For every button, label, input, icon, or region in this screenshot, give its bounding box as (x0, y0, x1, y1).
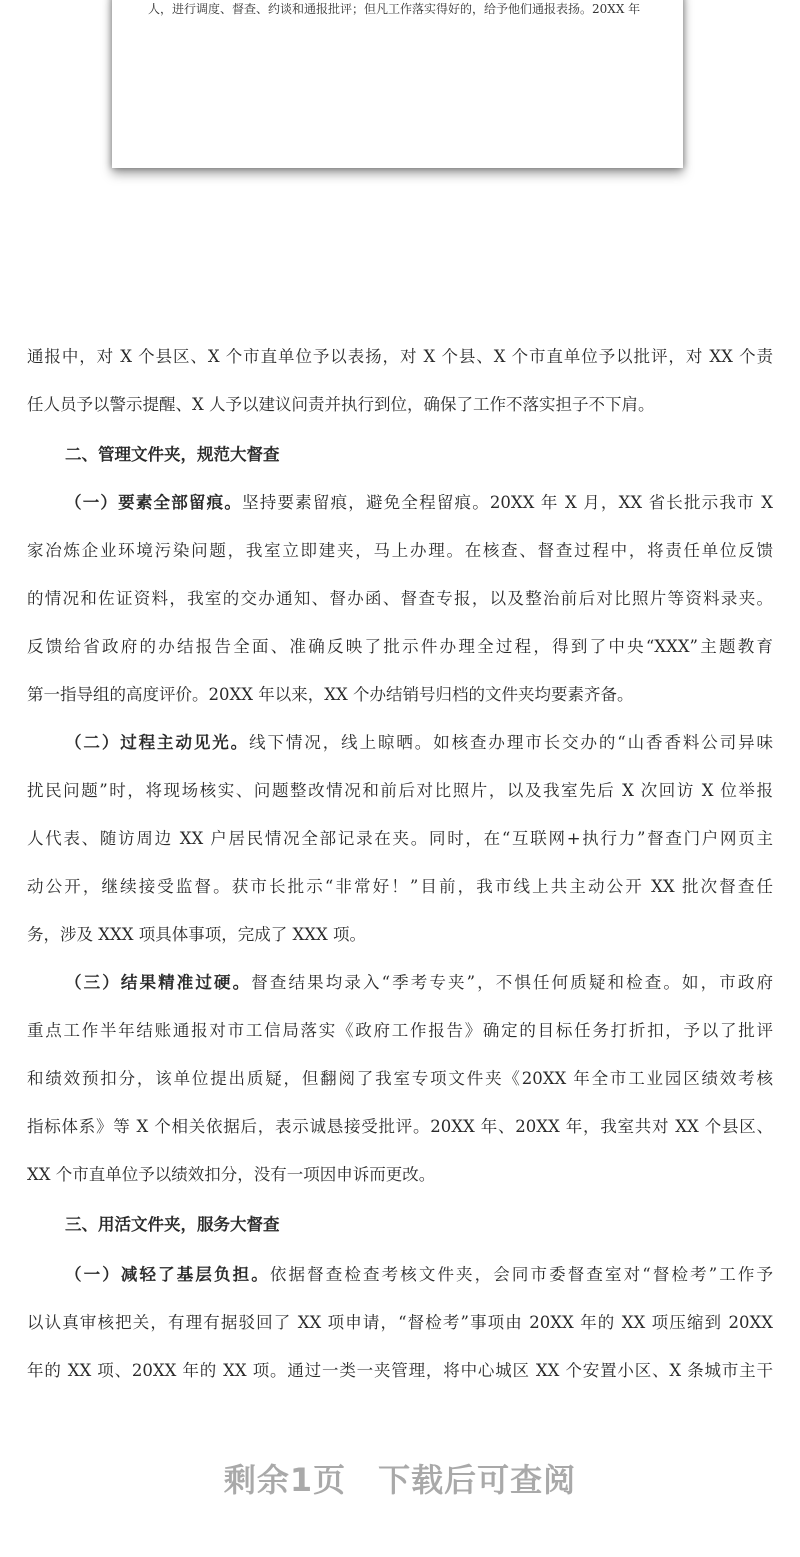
line-text: 人代表、随访周边 XX 户居民情况全部记录在夹。同时，在“互联网+执行力”督查门户网页主 (27, 829, 773, 848)
line-text: 务，涉及 XXX 项具体事项，完成了 XXX 项。 (27, 925, 366, 944)
line-text: XX 个市直单位予以绩效扣分，没有一项因申诉而更改。 (27, 1165, 436, 1184)
line-text: 的情况和佐证资料，我室的交办通知、督办函、督查专报，以及整治前后对比照片等资料录夹。 (27, 589, 773, 608)
text-line (65, 971, 773, 995)
line-text: 依据督查检查考核文件夹，会同市委督查室对“督检考”工作予 (269, 1265, 774, 1284)
text-line (27, 587, 773, 611)
preview-page-card (112, 0, 683, 168)
line-text: 督查结果均录入“季考专夹”，不惧任何质疑和检查。如，市政府 (251, 973, 773, 992)
bold-lead: （一）要素全部留痕。 (65, 493, 243, 512)
bold-lead: 二、管理文件夹，规范大督查 (65, 445, 280, 464)
line-text: 重点工作半年结账通报对市工信局落实《政府工作报告》确定的目标任务打折扣，予以了批评 (27, 1021, 773, 1040)
line-text: 指标体系》等 X 个相关依据后，表示诚恳接受批评。20XX 年、20XX 年，我室共对 XX 个县区、 (27, 1117, 773, 1136)
section-heading (65, 443, 773, 467)
bold-lead: 三、用活文件夹，服务大督查 (65, 1215, 280, 1234)
text-line (27, 923, 773, 947)
text-line (27, 1019, 773, 1043)
section-heading (65, 1213, 773, 1237)
line-text: 动公开，继续接受监督。获市长批示“非常好！”目前，我市线上共主动公开 XX 批次督查任 (27, 877, 773, 896)
text-line (65, 491, 773, 515)
text-line (27, 539, 773, 563)
text-line (65, 731, 773, 755)
remaining-pages-label[interactable]: 剩余1页 (223, 1461, 347, 1499)
line-text: 以认真审核把关，有理有据驳回了 XX 项申请，“督检考”事项由 20XX 年的 XX 项压缩到 20XX (27, 1313, 773, 1332)
text-line (65, 1263, 773, 1287)
text-line (27, 1311, 773, 1335)
text-line (27, 1067, 773, 1091)
line-text: 年的 XX 项、20XX 年的 XX 项。通过一类一夹管理，将中心城区 XX 个安置小区、X 条城市主干 (27, 1361, 773, 1380)
bold-lead: （三）结果精准过硬。 (65, 973, 252, 992)
text-line (27, 1163, 773, 1187)
bold-lead: （二）过程主动见光。 (65, 733, 250, 752)
preview-last-line: 人，进行调度、督查、约谈和通报批评；但凡工作落实得好的，给予他们通报表扬。20XX 年 (148, 2, 641, 16)
text-line (27, 345, 773, 369)
text-line (27, 683, 773, 707)
text-line (27, 827, 773, 851)
line-text: 第一指导组的高度评价。20XX 年以来，XX 个办结销号归档的文件夹均要素齐备。 (27, 685, 634, 704)
text-line (27, 1115, 773, 1139)
text-line (27, 1359, 773, 1383)
text-line (27, 779, 773, 803)
bold-lead: （一）减轻了基层负担。 (65, 1265, 270, 1284)
line-text: 扰民问题”时，将现场核实、问题整改情况和前后对比照片，以及我室先后 X 次回访 X 位举报 (27, 781, 773, 800)
line-text: 家冶炼企业环境污染问题，我室立即建夹，马上办理。在核查、督查过程中，将责任单位反馈 (27, 541, 773, 560)
line-text: 反馈给省政府的办结报告全面、准确反映了批示件办理全过程，得到了中央“XXX”主题教育 (27, 637, 773, 656)
line-text: 线下情况，线上晾晒。如核查办理市长交办的“山香香料公司异味 (249, 733, 774, 752)
line-text: 任人员予以警示提醒、X 人予以建议问责并执行到位，确保了工作不落实担子不下肩。 (27, 395, 655, 414)
line-text: 通报中，对 X 个县区、X 个市直单位予以表扬，对 X 个县、X 个市直单位予以批评，对 XX 个责 (27, 347, 773, 366)
text-line (27, 635, 773, 659)
line-text: 坚持要素留痕，避免全程留痕。20XX 年 X 月，XX 省长批示我市 X (242, 493, 774, 512)
download-prompt[interactable] (0, 1455, 800, 1501)
download-to-view-label[interactable]: 下载后可查阅 (378, 1461, 577, 1499)
text-line (27, 875, 773, 899)
line-text: 和绩效预扣分，该单位提出质疑，但翻阅了我室专项文件夹《20XX 年全市工业园区绩效考核 (27, 1069, 773, 1088)
text-line (27, 393, 773, 417)
